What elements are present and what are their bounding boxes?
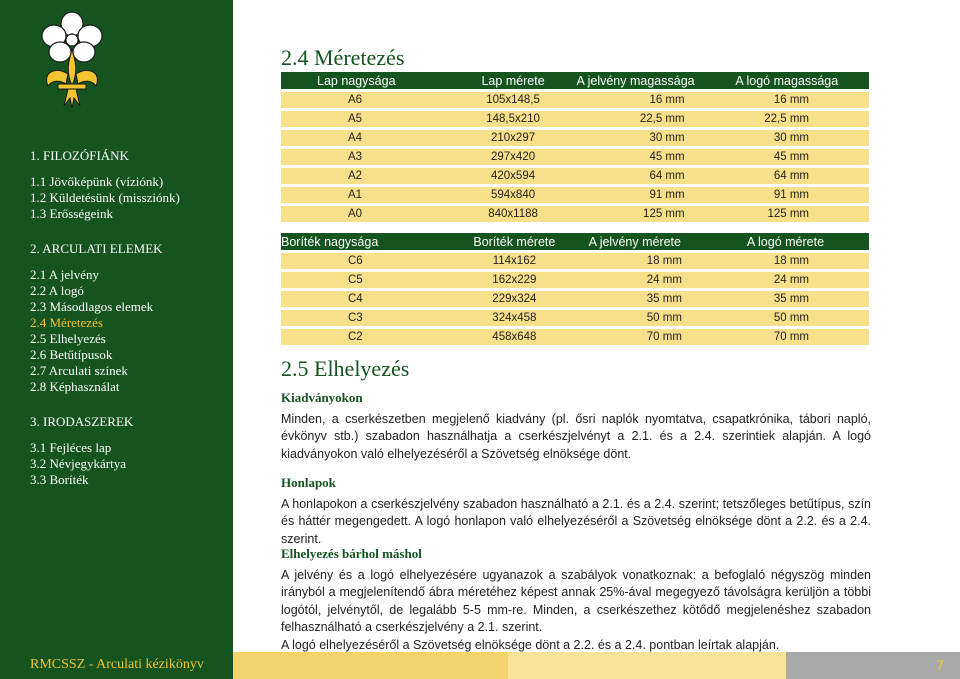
- sidebar-nav: [30, 148, 230, 507]
- block-title: Kiadványokon: [281, 390, 363, 405]
- table-row: [281, 206, 869, 222]
- table-row: [281, 111, 869, 127]
- block-title: Elhelyezés bárhol máshol: [281, 546, 422, 561]
- table-header-cell: Boríték nagysága: [281, 233, 461, 250]
- table-header-row: [281, 72, 869, 89]
- table-cell: A6: [281, 92, 460, 108]
- table-header-row: [281, 233, 869, 250]
- block-paragraph: A jelvény és a logó elhelyezésére ugyanazok a szabályok vonatkoznak: a befoglaló négyszög minden irányból a megjelenítendő ábra méretéhez képest annak 25%-ával megegyező távolságra kerüljön a többi logótól, jelvénytől, de legalább 5-5 mm-re. Minden, a cserkészethez kötődő megjelenéshez szabadon felhasználható a cserkészjelvény a 2.1. szerint.: [281, 567, 871, 634]
- section-title-elhelyezes: 2.5 Elhelyezés: [281, 356, 410, 381]
- block-paragraph: Minden, a cserkészetben megjelenő kiadvány (pl. ősri naplók nyomtatva, csapatkrónika, tábori napló, évkönyv stb.) szabadon használhatja a cserkészjelvényt a 2.1. és a 2.4. szerintiek alapján. A logó kiadványokon való elhelyezéséről a Szövetség elnöksége dönt.: [281, 411, 871, 461]
- nav-item-2-3[interactable]: 2.3 Másodlagos elemek: [30, 299, 154, 314]
- footer-light-yellow-band: [508, 652, 786, 679]
- table-cell: 70 mm: [702, 329, 869, 345]
- nav-item-2-7[interactable]: 2.7 Arculati színek: [30, 363, 128, 378]
- table-row: [281, 130, 869, 146]
- table-cell: 162x229: [461, 272, 568, 288]
- table-cell: 297x420: [460, 149, 567, 165]
- nav-item-2-2[interactable]: 2.2 A logó: [30, 283, 84, 298]
- block-kiadvanyokon: [281, 389, 871, 463]
- nav-item-2-5[interactable]: 2.5 Elhelyezés: [30, 331, 106, 346]
- table-cell: 840x1188: [460, 206, 567, 222]
- table-cell: 229x324: [461, 291, 568, 307]
- table-cell: C3: [281, 310, 461, 326]
- table-cell: 22,5 mm: [567, 111, 705, 127]
- footer-title: RMCSSZ - Arculati kézikönyv: [30, 657, 204, 672]
- table-cell: 50 mm: [568, 310, 702, 326]
- table-row: [281, 291, 869, 307]
- table-cell: A1: [281, 187, 460, 203]
- nav-item-1-2[interactable]: 1.2 Küldetésünk (missziónk): [30, 190, 180, 205]
- table-cell: 35 mm: [568, 291, 702, 307]
- section-title-meretezes: 2.4 Méretezés: [281, 45, 405, 70]
- table-cell: 324x458: [461, 310, 568, 326]
- table-cell: C5: [281, 272, 461, 288]
- table-cell: 45 mm: [705, 149, 869, 165]
- footer-bar: [0, 652, 960, 679]
- nav-item-3-1[interactable]: 3.1 Fejléces lap: [30, 440, 112, 455]
- table-row: [281, 168, 869, 184]
- table-cell: 105x148,5: [460, 92, 567, 108]
- nav-group-1: [30, 148, 230, 222]
- table-cell: 30 mm: [567, 130, 705, 146]
- table-header-cell: A logó mérete: [702, 233, 869, 250]
- paper-size-table: [281, 69, 869, 225]
- table-cell: 35 mm: [702, 291, 869, 307]
- table-row: [281, 310, 869, 326]
- block-elhelyezes-barhol: [281, 545, 871, 654]
- table-cell: 24 mm: [702, 272, 869, 288]
- nav-item-1-3[interactable]: 1.3 Erősségeink: [30, 206, 114, 221]
- table-cell: A5: [281, 111, 460, 127]
- nav-item-3-3[interactable]: 3.3 Boríték: [30, 472, 89, 487]
- table-cell: 210x297: [460, 130, 567, 146]
- table-cell: 24 mm: [568, 272, 702, 288]
- table-row: [281, 253, 869, 269]
- table-cell: 91 mm: [567, 187, 705, 203]
- block-title: Honlapok: [281, 475, 336, 490]
- table-row: [281, 149, 869, 165]
- table-row: [281, 329, 869, 345]
- table-cell: 18 mm: [702, 253, 869, 269]
- table-row: [281, 187, 869, 203]
- nav-group-2: [30, 241, 230, 395]
- table-cell: 45 mm: [567, 149, 705, 165]
- nav-item-1-1[interactable]: 1.1 Jövőképünk (víziónk): [30, 174, 164, 189]
- table-cell: 64 mm: [567, 168, 705, 184]
- table-row: [281, 272, 869, 288]
- table-header-cell: Lap nagysága: [281, 72, 460, 89]
- block-paragraph: A honlapokon a cserkészjelvény szabadon használható a 2.1. és a 2.4. szerint; tetszőleges betűtípus, szín és háttér megengedett. A logó honlapon való elhelyezéséről a Szövetség elnöksége dönt a 2.2. és a 2.4. szerint.: [281, 496, 871, 546]
- table-cell: 64 mm: [705, 168, 869, 184]
- nav-item-2-4-active[interactable]: 2.4 Méretezés: [30, 315, 103, 330]
- nav-group-title[interactable]: 2. ARCULATI ELEMEK: [30, 241, 163, 256]
- table-cell: A2: [281, 168, 460, 184]
- block-honlapok: [281, 474, 871, 548]
- table-cell: 50 mm: [702, 310, 869, 326]
- table-header-cell: A jelvény magassága: [567, 72, 705, 89]
- block-paragraph: A logó elhelyezéséről a Szövetség elnöksége dönt a 2.2. és a 2.4. pontban leírtak alapján.: [281, 637, 780, 652]
- table-cell: A3: [281, 149, 460, 165]
- scout-lily-logo-icon: [28, 10, 116, 110]
- table-cell: A4: [281, 130, 460, 146]
- table-header-cell: Lap mérete: [460, 72, 567, 89]
- sidebar: [0, 0, 233, 652]
- nav-item-2-8[interactable]: 2.8 Képhasználat: [30, 379, 120, 394]
- nav-item-2-6[interactable]: 2.6 Betűtípusok: [30, 347, 113, 362]
- table-cell: 30 mm: [705, 130, 869, 146]
- table-cell: 148,5x210: [460, 111, 567, 127]
- table-cell: 70 mm: [568, 329, 702, 345]
- table-cell: C2: [281, 329, 461, 345]
- nav-group-title[interactable]: 3. IRODASZEREK: [30, 414, 134, 429]
- table-cell: 114x162: [461, 253, 568, 269]
- table-cell: 594x840: [460, 187, 567, 203]
- table-cell: 18 mm: [568, 253, 702, 269]
- nav-group-3: [30, 414, 230, 488]
- table-cell: 16 mm: [705, 92, 869, 108]
- table-cell: C4: [281, 291, 461, 307]
- table-cell: 125 mm: [567, 206, 705, 222]
- table-header-cell: A logó magassága: [705, 72, 869, 89]
- footer-yellow-band: [233, 652, 508, 679]
- nav-item-2-1[interactable]: 2.1 A jelvény: [30, 267, 99, 282]
- table-cell: 125 mm: [705, 206, 869, 222]
- table-cell: A0: [281, 206, 460, 222]
- table-cell: 458x648: [461, 329, 568, 345]
- nav-item-3-2[interactable]: 3.2 Névjegykártya: [30, 456, 127, 471]
- nav-group-title[interactable]: 1. FILOZÓFIÁNK: [30, 148, 129, 163]
- page-number: 7: [936, 657, 944, 673]
- table-header-cell: Boríték mérete: [461, 233, 568, 250]
- table-header-cell: A jelvény mérete: [568, 233, 702, 250]
- table-row: [281, 92, 869, 108]
- table-cell: 91 mm: [705, 187, 869, 203]
- footer-gray-band: [786, 652, 960, 679]
- table-cell: 22,5 mm: [705, 111, 869, 127]
- table-cell: 16 mm: [567, 92, 705, 108]
- table-cell: C6: [281, 253, 461, 269]
- table-cell: 420x594: [460, 168, 567, 184]
- envelope-size-table: [281, 230, 869, 348]
